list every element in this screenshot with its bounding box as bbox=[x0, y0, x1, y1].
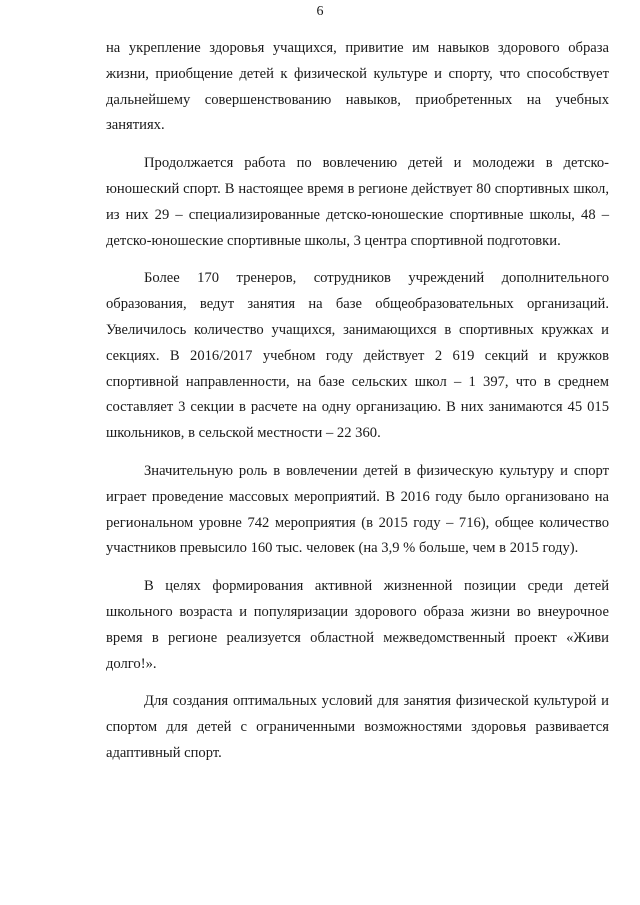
paragraph-continuation: на укрепление здоровья учащихся, привитие им навыков здорового образа жизни, приобщение детей к физической культуре и спорту, что способствует дальнейшему совершенствованию навыков, приобретенных на учебных занятиях. bbox=[106, 40, 609, 134]
paragraph-adaptive-sport: Для создания оптимальных условий для занятия физической культурой и спортом для детей с ограниченными возможностями здоровья развивается адаптивный спорт. bbox=[106, 693, 609, 761]
document-body bbox=[106, 36, 609, 779]
paragraph-live-long-project: В целях формирования активной жизненной позиции среди детей школьного возраста и популяризации здорового образа жизни во внеурочное время в регионе реализуется областной межведомственный проект «Живи долго!». bbox=[106, 578, 609, 672]
page-number: 6 bbox=[316, 4, 324, 19]
paragraph-coaches-sections: Более 170 тренеров, сотрудников учреждений дополнительного образования, ведут занятия на базе общеобразовательных организаций. Увеличилось количество учащихся, занимающихся в спортивных кружках и секциях. В 2016/2017 учебном году действует 2 619 секций и кружков спортивной направленности, на базе сельских школ – 1 397, что в среднем составляет 3 секции в расчете на одну организацию. В них занимаются 45 015 школьников, в сельской местности – 22 360. bbox=[106, 270, 609, 442]
paragraph-mass-events: Значительную роль в вовлечении детей в физическую культуру и спорт играет проведение массовых мероприятий. В 2016 году было организовано на региональном уровне 742 мероприятия (в 2015 году – 716), общее количество участников превысило 160 тыс. человек (на 3,9 % больше, чем в 2015 году). bbox=[106, 462, 609, 557]
paragraph-youth-sport: Продолжается работа по вовлечению детей и молодежи в детско-юношеский спорт. В настоящее время в регионе действует 80 спортивных школ, из них 29 – специализированные детско-юношеские спортивные школы, 48 – детско-юношеские спортивные школы, 3 центра спортивной подготовки. bbox=[106, 155, 609, 249]
